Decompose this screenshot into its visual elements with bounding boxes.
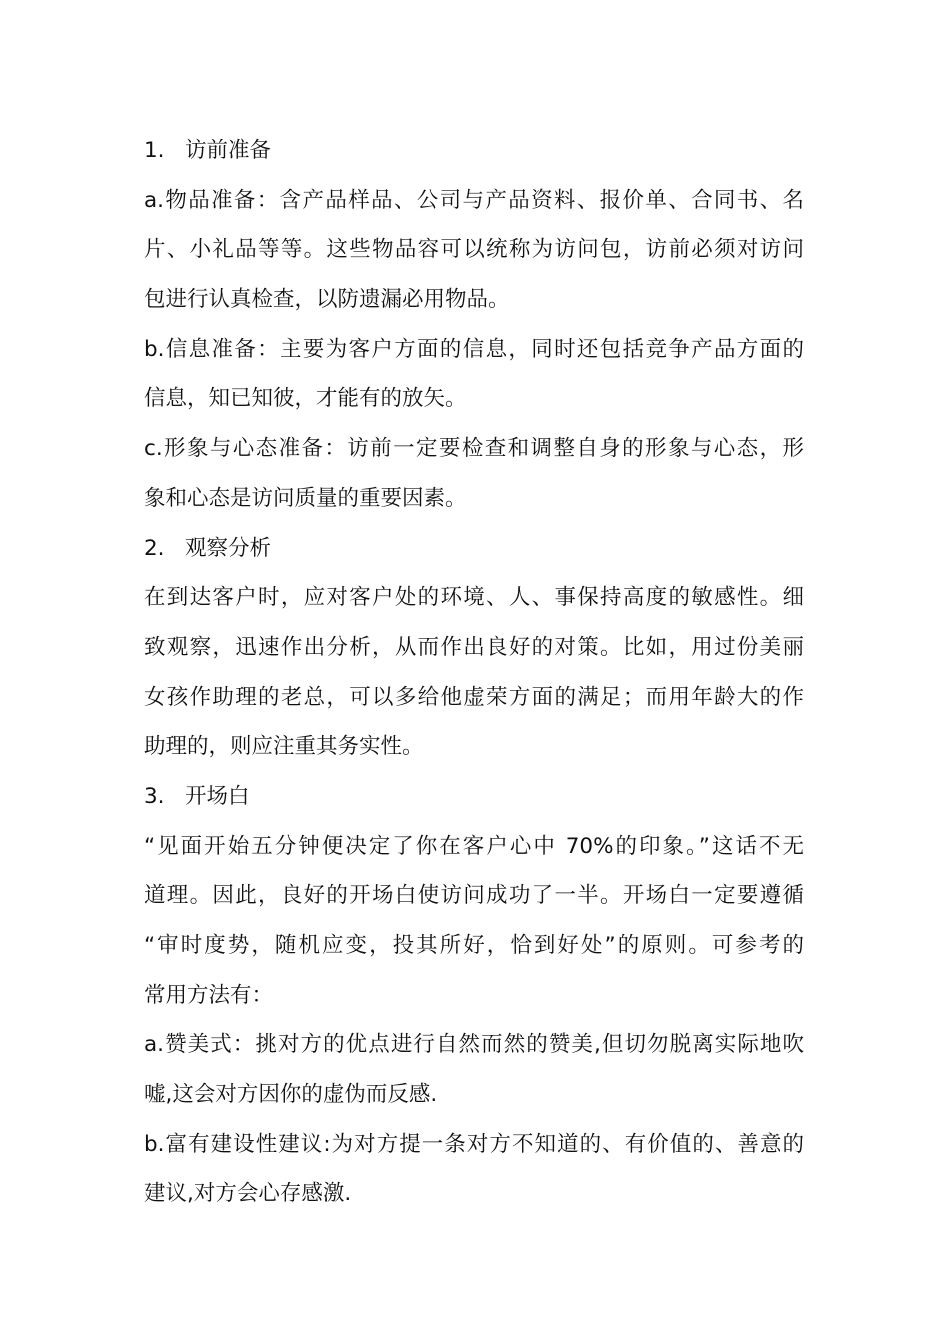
paragraph-line: “审时度势，随机应变，投其所好，恰到好处”的原则。可参考的 [144, 933, 804, 958]
section-heading-visit-preparation: 1. 访前准备 [144, 138, 272, 163]
paragraph-line: 嘘,这会对方因你的虚伪而反感. [144, 1082, 438, 1108]
paragraph-line: 道理。因此，良好的开场白使访问成功了一半。开场白一定要遵循 [144, 883, 804, 909]
paragraph-line: b.信息准备：主要为客户方面的信息，同时还包括竞争产品方面的 [144, 336, 804, 362]
document-body [144, 126, 804, 1219]
paragraph-line: a.赞美式：挑对方的优点进行自然而然的赞美,但切勿脱离实际地吹 [144, 1032, 804, 1058]
paragraph-line: “见面开始五分钟便决定了你在客户心中 70%的印象。”这话不无 [144, 833, 804, 859]
paragraph-line: 片、小礼品等等。这些物品容可以统称为访问包，访前必须对访问 [144, 237, 804, 263]
paragraph-line: 女孩作助理的老总，可以多给他虚荣方面的满足；而用年龄大的作 [144, 684, 804, 710]
section-heading-opening-remarks: 3. 开场白 [144, 783, 250, 809]
paragraph-line: 象和心态是访问质量的重要因素。 [144, 485, 467, 511]
section-heading-observation-analysis: 2. 观察分析 [144, 535, 272, 561]
paragraph-line: 致观察，迅速作出分析，从而作出良好的对策。比如，用过份美丽 [144, 634, 804, 660]
paragraph-line: 助理的，则应注重其务实性。 [144, 734, 424, 760]
paragraph-line: a.物品准备：含产品样品、公司与产品资料、报价单、合同书、名 [144, 187, 804, 213]
paragraph-line: 常用方法有： [144, 982, 274, 1008]
paragraph-line: 在到达客户时，应对客户处的环境、人、事保持高度的敏感性。细 [144, 585, 804, 611]
paragraph-line: c.形象与心态准备：访前一定要检查和调整自身的形象与心态，形 [144, 436, 804, 462]
paragraph-line: b.富有建设性建议:为对方提一条对方不知道的、有价值的、善意的 [144, 1131, 804, 1157]
paragraph-line: 建议,对方会心存感激. [144, 1181, 352, 1207]
paragraph-line: 包进行认真检查，以防遗漏必用物品。 [144, 287, 510, 313]
paragraph-line: 信息，知已知彼，才能有的放矢。 [144, 386, 467, 412]
